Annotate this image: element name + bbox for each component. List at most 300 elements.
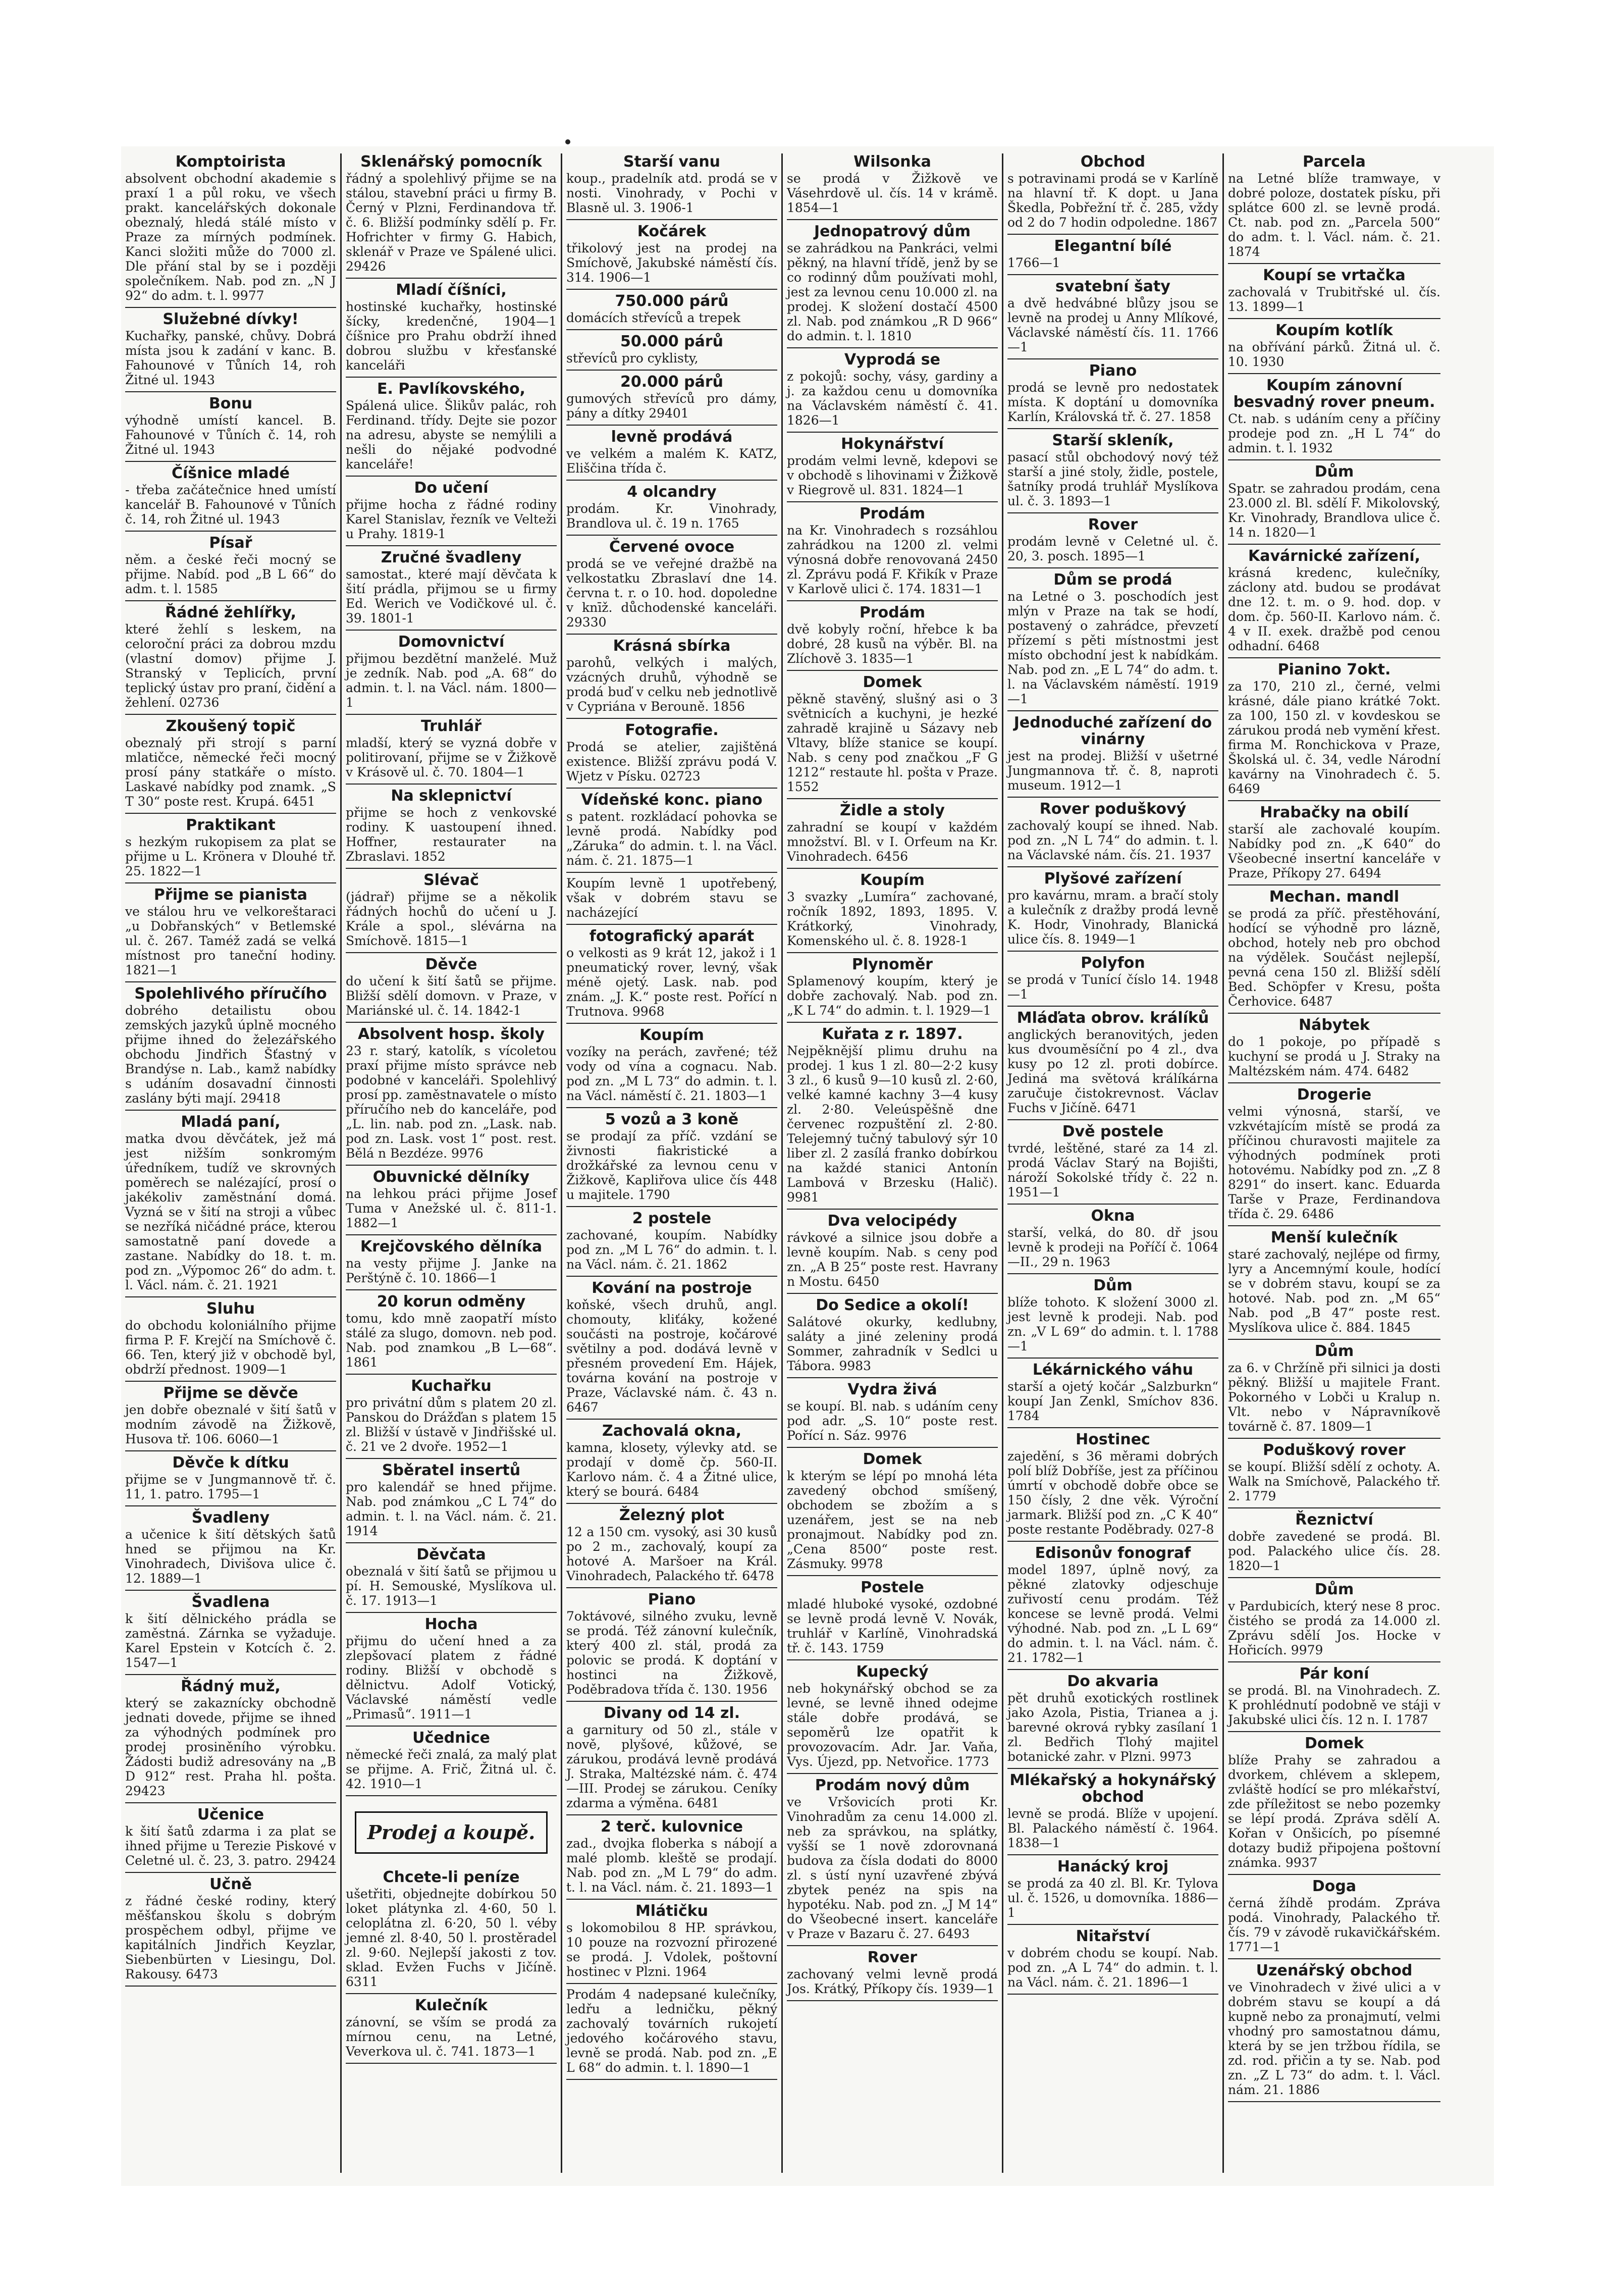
- ad-divider: [346, 868, 557, 869]
- ad-text: na Kr. Vinohradech s rozsáhlou zahrádkou na 1200 zl. velmi výnosná dobře renovovaná 2450 zl. Zprávu podá F. Křikík v Praze v Karlově ulici č. 174. 1831—1: [787, 523, 998, 596]
- classified-ad: [1007, 1673, 1218, 1764]
- ad-divider: [566, 1503, 777, 1504]
- ad-divider: [1007, 1669, 1218, 1670]
- ad-divider: [346, 630, 557, 631]
- ad-text: parohů, velkých i malých, vzácných druhů, výhodně se prodá buď v celku neb jednotlivě v Cypriána v Berouně. 1856: [566, 655, 777, 714]
- ad-divider: [125, 531, 336, 532]
- ad-heading: Kočárek: [637, 223, 707, 240]
- ad-text: Koupím levně 1 upotřebený, však v dobrém stavu se nacházející: [566, 876, 777, 920]
- ad-heading: Přijme se pianista: [153, 886, 308, 904]
- ad-heading: Židle a stoly: [840, 802, 945, 819]
- ad-heading: Divany od 14 zl.: [603, 1704, 740, 1722]
- ad-heading: Piano: [1089, 362, 1137, 380]
- classified-ad: [566, 374, 777, 421]
- classified-ad: [566, 722, 777, 784]
- classified-ad: [566, 876, 777, 920]
- ad-text: 3 svazky „Lumíra“ zachované, ročník 1892, 1893, 1895. V. Krátkorký, Vinohrady, Komenského ul. č. 8. 1928-1: [787, 890, 998, 948]
- ad-heading: Vyprodá se: [844, 351, 941, 369]
- classified-ad: [1007, 801, 1218, 862]
- ad-text: Ct. nab. s udáním ceny a příčiny prodeje pod zn. „H L 74“ do admin. t. l. 1932: [1228, 411, 1440, 455]
- ad-heading: Piano: [648, 1591, 696, 1608]
- ad-heading: E. Pavlíkovského,: [377, 380, 525, 398]
- ad-divider: [787, 347, 998, 348]
- ad-text: gumových střevíců pro dámy, pány a dítky 29401: [566, 391, 777, 421]
- ad-divider: [1228, 657, 1440, 658]
- ad-heading: Dva velocipédy: [827, 1212, 957, 1230]
- classified-ad: [1007, 153, 1218, 230]
- ad-divider: [1007, 358, 1218, 359]
- ad-divider: [346, 377, 557, 378]
- ad-heading: Obuvnické dělníky: [372, 1168, 530, 1186]
- ad-text: za 170, 210 zl., černé, velmi krásné, dále piano krátké 7okt. za 100, 150 zl. v kovdeskou se zárukou prodá neb vymění křest. firma M. Ronchickova v Praze, Školská ul. č. 34, vedle Národní kavárny na Vinohradech č. 5. 6469: [1228, 679, 1440, 796]
- ad-heading: Komptoirista: [175, 153, 286, 171]
- ad-text: se prodá za 40 zl. Bl. Kr. Tylova ul. č. 1526, u domovníka. 1886—1: [1007, 1876, 1218, 1920]
- ad-text: model 1897, úplně nový, za pěkné zlatovky odjeschuje zuřivostí cenu prodám. Též koncese se levně prodá. Velmi výhodné. Nab. pod zn. „L L 69“ do admin. t. l. na Václ. nám. č. 21. 1782—1: [1007, 1562, 1218, 1665]
- ad-divider: [1228, 263, 1440, 264]
- ad-text: střevíců pro cyklisty,: [566, 351, 699, 366]
- ad-heading: Učenice: [197, 1806, 264, 1823]
- ad-divider: [346, 1458, 557, 1459]
- classified-ad: [1228, 1665, 1440, 1727]
- ad-heading: Sběratel insertů: [382, 1462, 521, 1479]
- ad-heading: 4 olcandry: [627, 483, 717, 501]
- ad-heading: Nábytek: [1298, 1016, 1370, 1034]
- ad-text: starší ale zachovalé koupím. Nabídky pod zn. „K 640“ do Všeobecné insertní kanceláře v Praze, Příkopy 27. 6494: [1228, 822, 1440, 880]
- ad-text: prodá se ve veřejné dražbě na velkostatku Zbraslaví dne 14. června t. r. o 10. hod. dopoledne v knīž. důchodenské kanceláři. 29330: [566, 556, 777, 630]
- ad-heading: Kuchařku: [411, 1377, 492, 1395]
- ad-divider: [1228, 2101, 1440, 2102]
- ad-heading: Řeznictví: [1295, 1511, 1373, 1529]
- classified-ad: [787, 1026, 998, 1205]
- ad-divider: [566, 788, 777, 789]
- ad-text: (jádrař) přijme se a několik řádných hochů do učení u J. Krále a spol., slévárna na Smíchově. 1815—1: [346, 890, 557, 948]
- ad-heading: Polyfon: [1081, 954, 1145, 972]
- classified-ad: [787, 1579, 998, 1655]
- classified-ad: [1228, 804, 1440, 880]
- ad-divider: [566, 289, 777, 290]
- ad-text: staré zachovalý, nejlépe od firmy, lyry a Ancemnýmí koule, hodící se v dobrém stavu, koupí se za hotové. Nab. pod zn. „M 65“ Nab. pod „B 47“ poste rest. Myslíkova ulice č. 884. 1845: [1228, 1247, 1440, 1335]
- ad-heading: Hrabačky na obilí: [1260, 804, 1409, 821]
- ad-divider: [1228, 1507, 1440, 1508]
- ad-heading: 5 vozů a 3 koně: [605, 1111, 739, 1128]
- ad-text: zachovalý koupí se ihned. Nab. pod zn. „N L 74“ do admin. t. l. na Václavské nám. čís. 21. 1937: [1007, 818, 1218, 862]
- ad-heading: Prodám: [859, 505, 926, 523]
- classified-ad: [1007, 571, 1218, 706]
- classified-ad: [566, 1818, 777, 1895]
- ad-heading: Krejčovského dělníka: [360, 1238, 543, 1256]
- ad-heading: Písař: [209, 534, 252, 552]
- ad-heading: Spolehlivého příručího: [134, 985, 327, 1003]
- ad-divider: [566, 634, 777, 635]
- ad-text: Spatr. se zahradou prodám, cena 23.000 zl. Bl. sdělí F. Mikolovský, Kr. Vinohrady, Brandlova ulice č. 14 n. 1820—1: [1228, 481, 1440, 540]
- ad-divider: [787, 432, 998, 433]
- ad-text: na vesty přijme J. Janke na Perštýně č. 10. 1866—1: [346, 1256, 557, 1285]
- classified-ad: [346, 788, 557, 864]
- ad-heading: Fotografie.: [625, 721, 719, 739]
- ad-text: se zahrádkou na Pankráci, velmi pěkný, na hlavní třídě, jenž by se co rodinný dům používati mohl, jest za levnou cenu 10.000 zl. na prodej. K složení dostačí 4500 zl. Nab. pod známkou „R D 966“ do admin. t. l. 1810: [787, 241, 998, 343]
- classified-ad: [346, 381, 557, 472]
- ad-text: anglických beranovitých, jeden kus dvouměsíční po 4 zl., dva kusy po 12 zl. proti dobírce. Jediná ma světová králíkárna zaručuje čistokrevnost. Václav Fuchs v Jičíně. 6471: [1007, 1027, 1218, 1115]
- ad-text: se prodá v Žižkově ve Vásehrdově ul. čís. 14 v krámě. 1854—1: [787, 171, 998, 215]
- classified-ad: [125, 1509, 336, 1586]
- ad-divider: [566, 1023, 777, 1024]
- ad-divider: [566, 425, 777, 426]
- ad-heading: Vydra živá: [847, 1381, 937, 1398]
- ad-divider: [787, 1773, 998, 1774]
- ad-divider: [125, 1381, 336, 1382]
- ad-divider: [1007, 1924, 1218, 1925]
- classified-ad: [566, 1423, 777, 1499]
- classified-ad: [1007, 1123, 1218, 1199]
- ad-text: zajedění, s 36 měrami dobrých polí blíž Dobříše, jest za příčinou úmrtí v obchodě dobře obce se 150 čísly, 2 dne věk. Výroční jarmark. Bližší pod zn. „C K 40“ poste restante Poděbrady. 027-8: [1007, 1449, 1218, 1537]
- ad-divider: [346, 1542, 557, 1543]
- ad-divider: [346, 1022, 557, 1023]
- ad-text: pro kalendář se hned přijme. Nab. pod známkou „C L 74“ do admin. t. l. na Václ. nám. č. 21. 1914: [346, 1480, 557, 1538]
- ad-text: obeznalý při strojí s parní mlatičce, německé řeči mocný prosí pány statkáře o místo. Laskavé nabídky pod znamk. „S T 30“ poste rest. Krupá. 6451: [125, 736, 336, 809]
- ad-text: Salátové okurky, kedlubny, saláty a jiné zeleniny prodá Sommer, zahradník v Sedlci u Tábora. 9983: [787, 1315, 998, 1373]
- ad-text: na lehkou práci přijme Josef Tuma v Anežské ul. č. 811-1. 1882—1: [346, 1186, 557, 1230]
- ad-heading: Bonu: [208, 395, 253, 412]
- ad-text: které žehlí s leskem, na celoroční práci za dobrou mzdu (vlastní domov) přijme J. Stranský v Teplicích, první teplický ústav pro praní, čidění a žehlení. 02736: [125, 622, 336, 710]
- ad-divider: [1007, 1994, 1218, 1995]
- ad-text: pasací stůl obchodový nový též starší a jiné stoly, židle, postele, šatníky prodá truhlář Myslíkova ul. č. 3. 1893—1: [1007, 450, 1218, 508]
- classified-ad: [346, 1238, 557, 1285]
- ad-text: přijme se hoch z venkovské rodiny. K uastoupení ihned. Hoffner, restaurater na Zbraslavi. 1852: [346, 805, 557, 864]
- ad-text: prodám levně v Celetné ul. č. 20, 3. posch. 1895—1: [1007, 534, 1218, 563]
- ad-text: za 6. v Chržíně při silnici ja dosti pěkný. Bližší u majitele Frant. Pokorného v Lobči u Kralup n. Vlt. nebo v Nápravníkově továrně č. 87. 1809—1: [1228, 1361, 1440, 1434]
- ad-text: který se zakaznícky obchodně jednati dovede, přijme se ihned za výhodných podmínek pro prodej prosiněního výrobku. Žádosti budiž adresovány na „B D 912“ rest. Praha hl. pošta. 29423: [125, 1696, 336, 1798]
- ad-divider: [346, 1795, 557, 1796]
- classified-ad: [1007, 870, 1218, 947]
- ad-divider: [125, 307, 336, 308]
- classified-ad: [1007, 278, 1218, 354]
- ad-heading: Absolvent hosp. školy: [357, 1025, 545, 1043]
- ad-text: ve stálou hru ve velkoreštaraci „u Dobřanských“ v Betlemské ul. č. 267. Taméž zadá se velká místnost pro taneční hodiny. 1821—1: [125, 904, 336, 977]
- ad-divider: [1228, 1731, 1440, 1732]
- ad-heading: Truhlář: [421, 717, 481, 735]
- ad-text: a učenice k šití dětských šatů hned se přijmou na Kr. Vinohradech, Divišova ulice č. 12. 1889—1: [125, 1527, 336, 1586]
- classified-ad: [1228, 1735, 1440, 1870]
- ad-text: zahradní se koupí v každém množství. Bl. v I. Orfeum na Kr. Vinohradech. 6456: [787, 820, 998, 864]
- ad-text: prodá se levně pro nedostatek místa. K doptání u domovníka Karlín, Královská tř. č. 27. 1858: [1007, 380, 1218, 424]
- ad-heading: Řádný muž,: [181, 1678, 281, 1695]
- ad-text: starší a ojetý kočár „Salzburkn“ koupí Jan Zenkl, Smíchov 836. 1784: [1007, 1379, 1218, 1423]
- ad-text: zánovní, se vším se prodá za mírnou cenu, na Letné, Veverkova ul. č. 741. 1873—1: [346, 2015, 557, 2059]
- ad-heading: Nitařství: [1076, 1927, 1150, 1945]
- ad-text: pět druhů exotických rostlinek jako Azola, Pistia, Trianea a j. barevné okrová rybky zasílaní 1 zl. Bedřich Tlohý majitel botanické zahr. v Plzni. 9973: [1007, 1691, 1218, 1764]
- classified-ad: [125, 535, 336, 596]
- ad-text: matka dvou děvčátek, jež má jest nižším sonkromým úředníkem, tudíž ve skrovných poměrech se nalézající, prosí o jakékoliv zaměstnání domá. Vyzná se v šití na stroji a vůbec se nezříká ničádné práce, kterou samostatně paní dovede a zastane. Nabídky do 18. t. m. pod zn. „Výpomoc 26“ do adm. t. l. Václ. nám. č. 21. 1921: [125, 1131, 336, 1292]
- classified-ad: [125, 886, 336, 977]
- ad-text: obeznalá v šití šatů se přijmou u pí. H. Semouské, Myslíkova ul. č. 17. 1913—1: [346, 1564, 557, 1608]
- ad-heading: Koupím zánovní besvadný rover pneum.: [1233, 377, 1435, 411]
- classified-ad: [125, 1454, 336, 1501]
- ad-heading: Drogerie: [1297, 1086, 1372, 1104]
- ad-divider: [787, 1659, 998, 1660]
- ad-heading: Pianino 7okt.: [1277, 661, 1391, 679]
- classified-ad: [125, 604, 336, 710]
- ad-heading: Rover: [867, 1949, 918, 1966]
- ad-text: výhodně umístí kancel. B. Fahounové v Tůních č. 14, roh Žitné ul. 1943: [125, 413, 336, 457]
- classified-ad: [566, 1507, 777, 1583]
- ad-heading: Mechan. mandl: [1269, 888, 1400, 906]
- ad-divider: [1007, 1358, 1218, 1359]
- ad-heading: Obchod: [1080, 153, 1146, 171]
- ad-text: do 1 pokoje, po případě s kuchyní se prodá u J. Straky na Maltézském nám. 474. 6482: [1228, 1034, 1440, 1078]
- ad-text: se prodá za příč. přestěhování, hodící se výhodně pro lázně, obchod, hotely neb pro obchod na výdělek. Součást nejlepší, pevná cena 150 zl. Bližší sdělí Bed. Schöpfer v Kresu, pošta Čerhovice. 6487: [1228, 906, 1440, 1009]
- classified-ad: [346, 718, 557, 779]
- ad-heading: Koupím: [860, 871, 925, 889]
- ad-divider: [1007, 1768, 1218, 1769]
- ad-heading: Železný plot: [619, 1506, 725, 1524]
- ad-heading: Přijme se děvče: [163, 1384, 298, 1402]
- classified-ad: [1228, 153, 1440, 259]
- ad-text: něm. a české řeči mocný se přijme. Nabíd. pod „B L 66“ do adm. t. l. 1585: [125, 552, 336, 596]
- column-6: [1224, 153, 1444, 2173]
- ad-divider: [787, 600, 998, 601]
- ad-heading: Lékárnického váhu: [1032, 1361, 1194, 1379]
- ad-text: blíže Prahy se zahradou a dvorkem, chlévem a sklepem, zvláště hodící se pro mlékařství, zde příležitost se nebo pozemky se lépí prodá. Zpráva sdělí A. Kořan v Onšicích, po písemné dotazy budiž připojena poštovní známka. 9937: [1228, 1753, 1440, 1870]
- ad-text: přijmou bezdětní manželé. Muž je zedník. Nab. pod „A. 68“ do admin. t. l. na Václ. nám. 1800—1: [346, 651, 557, 710]
- ad-heading: Dům se prodá: [1053, 571, 1172, 589]
- classified-ad: [787, 153, 998, 215]
- ad-divider: [1007, 710, 1218, 711]
- ad-text: dobře zavedené se prodá. Bl. pod. Palackého ulice čís. 28. 1820—1: [1228, 1529, 1440, 1573]
- classified-ad: [787, 1451, 998, 1571]
- ad-heading: 2 postele: [632, 1210, 712, 1227]
- ad-heading: fotografický aparát: [589, 927, 755, 945]
- ad-heading: Parcela: [1303, 153, 1366, 171]
- ad-heading: Dům: [1314, 1581, 1354, 1598]
- classified-ad: [346, 1462, 557, 1538]
- ad-text: 12 a 150 cm. vysoký, asi 30 kusů po 2 m., zachovalý, koupí za hotové A. Maršoer na Král. Vinohradech, Palackého tř. 6478: [566, 1525, 777, 1583]
- ad-text: dobrého detailistu obou zemských jazyků úplně mocného přijme ihned do železářského obchodu Jindřich Šťastný v Brandýse n. Lab., kamž nabídky s udáním dosavadní činnosti zaslány býti mají. 29418: [125, 1003, 336, 1106]
- classified-ad: [566, 1591, 777, 1697]
- classified-ad: [346, 480, 557, 541]
- ad-text: se prodá v Tunící číslo 14. 1948—1: [1007, 972, 1218, 1002]
- ad-heading: Služebné dívky!: [163, 310, 299, 328]
- ad-text: kamna, klosety, výlevky atd. se prodají v domě čp. 560-II. Karlovo nám. č. 4 a Žitné ulice, který se bourá. 6484: [566, 1440, 777, 1499]
- classified-ad: [566, 223, 777, 285]
- ad-divider: [1228, 318, 1440, 319]
- classified-ad: [1228, 548, 1440, 653]
- ad-heading: Hocha: [424, 1615, 478, 1633]
- ad-divider: [346, 952, 557, 953]
- ad-heading: Kavárnické zařízení,: [1248, 547, 1421, 565]
- ad-text: levně se prodá. Blíže v upojení. Bl. Palackého náměstí č. 1964. 1838—1: [1007, 1806, 1218, 1850]
- ad-text: a garnitury od 50 zl., stále v nově, plyšové, kůžové, se zárukou, prodává levně prodává J. Straka, Maltézské nám. č. 474—III. Prodej se zárukou. Ceníky zdarma a výměna. 6481: [566, 1723, 777, 1810]
- ad-divider: [1228, 373, 1440, 374]
- ad-text: ušetřiti, objednejte dobírkou 50 loket plátynka zl. 4·60, 50 l. celoplátna zl. 6·20, 50 l. véby jemné zl. 8·40, 50 l. prostěradel zl. 9·60. Nejlepší jakosti z tov. sklad. Evžen Fuchs v Jičíně. 6311: [346, 1887, 557, 1989]
- ad-text: se koupí. Bl. nab. s udáním ceny pod adr. „S. 10“ poste rest. Pořící n. Sáz. 9976: [787, 1399, 998, 1443]
- ad-divider: [787, 1447, 998, 1448]
- ad-text: 1766—1: [1007, 255, 1060, 270]
- classified-ad: [566, 429, 777, 476]
- ad-heading: Mlátičku: [635, 1902, 709, 1920]
- ad-divider: [1007, 512, 1218, 513]
- ad-heading: Do Sedice a okolí!: [816, 1296, 969, 1314]
- ad-text: samostat., které mají děvčata k šití prádla, přijmou se u firmy Ed. Werich ve Vodičkové ul. č. 39. 1801-1: [346, 567, 557, 625]
- classified-ad: [1007, 1928, 1218, 1990]
- classified-ad: [125, 153, 336, 303]
- classified-ad: [1228, 463, 1440, 540]
- ad-heading: Krásná sbírka: [613, 637, 731, 655]
- ad-text: jen dobře obeznalé v šití šatů v modním závodě na Žižkově, Husova tř. 106. 6060—1: [125, 1402, 336, 1446]
- ad-divider: [1007, 234, 1218, 235]
- ad-text: do učení k šití šatů se přijme. Bližší sdělí domovn. v Praze, v Mariánské ul. č. 14. 1842-1: [346, 974, 557, 1018]
- ad-divider: [1228, 544, 1440, 545]
- ad-divider: [125, 813, 336, 814]
- ad-heading: Zachovalá okna,: [602, 1422, 742, 1440]
- ad-divider: [1228, 1577, 1440, 1578]
- ad-divider: [1228, 800, 1440, 801]
- ad-divider: [346, 1234, 557, 1235]
- ad-heading: 20.000 párů: [620, 373, 724, 391]
- ad-heading: Děvčata: [416, 1546, 486, 1563]
- classified-ad: [125, 1678, 336, 1798]
- ad-divider: [566, 1419, 777, 1420]
- ad-divider: [566, 1107, 777, 1108]
- ad-text: domácích střevíců a trepek: [566, 310, 741, 325]
- ad-divider: [125, 1872, 336, 1873]
- ad-heading: Domek: [863, 1450, 922, 1468]
- ad-divider: [1007, 797, 1218, 798]
- ad-text: prodám. Kr. Vinohrady, Brandlova ul. č. 19 n. 1765: [566, 501, 777, 531]
- classified-ad: [1228, 889, 1440, 1009]
- ad-heading: Zručné švadleny: [381, 549, 522, 566]
- classified-ad: [1228, 322, 1440, 369]
- ad-divider: [787, 952, 998, 953]
- ad-heading: Hostinec: [1076, 1431, 1150, 1448]
- ad-text: s potravinami prodá se v Karlíně na hlavní tř. K dopt. u Jana Škedla, Pobřežní tř. č. 285, vždy od 2 do 7 hodin odpoledne. 1867: [1007, 171, 1218, 230]
- classified-ad: [1228, 1962, 1440, 2097]
- ad-heading: Dvě postele: [1062, 1123, 1164, 1140]
- ad-heading: Sluhu: [206, 1300, 255, 1318]
- ad-divider: [787, 1945, 998, 1946]
- ad-heading: Praktikant: [186, 816, 276, 834]
- ad-text: - třeba začátečnice hned umístí kancelář B. Fahounové v Tůních č. 14, roh Žitné ul. 1943: [125, 483, 336, 527]
- ad-divider: [1228, 1339, 1440, 1340]
- ad-heading: Do učení: [414, 479, 489, 497]
- ad-divider: [787, 798, 998, 799]
- ad-heading: Plyšové zařízení: [1044, 870, 1182, 888]
- classified-ad: [1228, 1229, 1440, 1335]
- ad-divider: [346, 2063, 557, 2064]
- ad-heading: Řádné žehlířky,: [165, 604, 297, 621]
- ad-divider: [1228, 1661, 1440, 1662]
- classified-ad: [1228, 1511, 1440, 1573]
- ad-text: se koupí. Bližší sdělí z ochoty. A. Walk na Smíchově, Palackého tř. 2. 1779: [1228, 1459, 1440, 1503]
- ad-heading: Koupím kotlík: [1275, 322, 1393, 339]
- ad-heading: Číšnice mladé: [172, 464, 290, 482]
- classified-ad: [1228, 1017, 1440, 1078]
- ad-divider: [125, 461, 336, 462]
- ad-heading: 20 korun odměny: [377, 1293, 526, 1311]
- ad-heading: Kupecký: [856, 1663, 929, 1681]
- ad-heading: Pár koní: [1299, 1665, 1369, 1683]
- ad-divider: [1228, 1874, 1440, 1875]
- ad-divider: [125, 1450, 336, 1451]
- ad-text: neb hokynářský obchod se za levné, se levně ihned odejme stále dobře prodává, se sepoměrů lze opatřit k provozovacím. Adr. Jar. Vaňa, Vys. Újezd, pp. Netvořice. 1773: [787, 1681, 998, 1769]
- ad-text: pro privátní dům s platem 20 zl. Panskou do Drážďan s platem 15 zl. Bližší v ústavě v Jindřišské ul. č. 21 ve 2 dvoře. 1952—1: [346, 1395, 557, 1454]
- ad-divider: [346, 784, 557, 785]
- ad-divider: [566, 1206, 777, 1207]
- ad-divider: [1007, 1854, 1218, 1855]
- ad-heading: Edisonův fonograf: [1035, 1544, 1191, 1562]
- classified-ad: [566, 1027, 777, 1103]
- classified-ad: [346, 1546, 557, 1608]
- ad-heading: Sklenářský pomocník: [360, 153, 542, 171]
- ad-text: Kuchařky, panské, chůvy. Dobrá místa jsou k zadání v kanc. B. Fahounové v Tůních 14, roh Žitné ul. 1943: [125, 329, 336, 387]
- classified-ad: [125, 1594, 336, 1670]
- ad-divider: [566, 2079, 777, 2080]
- ad-divider: [125, 1296, 336, 1297]
- ad-divider: [566, 535, 777, 536]
- ad-divider: [1007, 1541, 1218, 1542]
- classified-ad: [1228, 1343, 1440, 1434]
- ad-heading: Dům: [1314, 1342, 1354, 1360]
- ad-text: v Pardubicích, který nese 8 proc. čistého se prodá za 14.000 zl. Zprávu sdělí Jos. Hocke v Hořicích. 9979: [1228, 1599, 1440, 1657]
- ad-divider: [1228, 1013, 1440, 1014]
- ad-text: na Letné o 3. poschodích jest mlýn v Praze na tak se hodí, postavený o zahrádce, převzetí přízemí s pěti místnostmi jest místo obchodní jest k nabídkám. Nab. pod zn. „E L 74“ do adm. t. l. na Václavském náměstí. 1919—1: [1007, 589, 1218, 706]
- ad-heading: Plynoměr: [851, 956, 933, 973]
- ad-text: k šití dělnického prádla se zaměstná. Zárnka se vyžaduje. Karel Epstein v Kotcích č. 2. 1547—1: [125, 1611, 336, 1670]
- ad-text: Nejpěknější plimu druhu na prodej. 1 kus 1 zl. 80—2·2 kusy 3 zl., 6 kusů 9—10 kusů zl. 2·60, velké kamné kachny 3—4 kusy zl. 2·80. Veleúspěšně dne červenec rozpuštění zl. 2·80. Telejemný tučný tabulový sýr 10 liber zl. 2 zasílá franko dobírkou na každé stanici Antonín Lambová v Brzesku (Halič). 9981: [787, 1043, 998, 1205]
- ad-heading: Zkoušený topič: [166, 717, 296, 735]
- classified-ad: [1228, 1581, 1440, 1657]
- column-1: [121, 153, 342, 2173]
- ad-heading: Elegantní bílé: [1054, 237, 1172, 255]
- classified-ad: [1007, 362, 1218, 424]
- classified-ad: [1007, 432, 1218, 508]
- ad-text: prodám velmi levně, kdepovi se v obchodě s lihovinami v Žižkově v Riegrově ul. 831. 1824—1: [787, 453, 998, 497]
- ad-text: tvrdé, leštěné, staré za 14 zl. prodá Václav Starý na Bojišti, nároží Sokolské třídy č. 22 n. 1951—1: [1007, 1141, 1218, 1199]
- ad-text: do obchodu koloniálního přijme firma P. F. Krejčí na Smíchově č. 66. Ten, který již v obchodě byl, obdrží přednost. 1909—1: [125, 1318, 336, 1377]
- ad-text: rávkové a silnice jsou dobře a levně koupím. Nab. s ceny pod zn. „A B 25“ poste rest. Havrany n Mostu. 6450: [787, 1230, 998, 1289]
- ad-divider: [125, 391, 336, 392]
- ad-divider: [787, 1293, 998, 1294]
- page-mark: [565, 139, 570, 144]
- ad-heading: Dům: [1314, 463, 1354, 481]
- ad-heading: Slévač: [423, 871, 479, 889]
- ad-heading: Hokynářství: [841, 435, 944, 453]
- ad-divider: [346, 1374, 557, 1375]
- classified-ad: [125, 395, 336, 457]
- ad-heading: Domek: [863, 673, 922, 691]
- classified-ad: [787, 351, 998, 428]
- ad-text: v dobrém chodu se koupí. Nab. pod zn. „A L 74“ do admin. t. l. na Václ. nám. č. 21. 1896—1: [1007, 1946, 1218, 1990]
- ad-text: mladší, který se vyzná dobře v politirovaní, přijme se v Žižkově v Krásově ul. č. 70. 1804—1: [346, 736, 557, 779]
- classified-ad: [566, 1987, 777, 2075]
- ad-text: Splamenový koupím, který je dobře zachovalý. Nab. pod zn. „K L 74“ do admin. t. l. 1929—1: [787, 974, 998, 1018]
- ad-text: zad., dvojka floberka s nábojí a malé plomb. kleště se prodají. Nab. pod zn. „M L 79“ do adm. t. l. na Václ. nám. č. 21. 1893—1: [566, 1836, 777, 1895]
- classified-ad: [787, 436, 998, 497]
- ad-text: Prodá se atelier, zajištěná existence. Bližší zprávu podá V. Wjetz v Písku. 02723: [566, 740, 777, 784]
- ad-divider: [1228, 1082, 1440, 1083]
- classified-ad: [346, 1378, 557, 1454]
- classified-ad: [125, 1114, 336, 1292]
- classified-ad: [566, 1210, 777, 1272]
- classified-ad: [346, 872, 557, 948]
- ad-text: zachovaný velmi levně prodá Jos. Krátký, Příkopy čís. 1939—1: [787, 1967, 998, 1996]
- ad-text: 7oktávové, silného zvuku, levně se prodá. Též zánovní kulečník, který 400 zl. stál, prodá za polovic se prodá. K doptání v hostinci na Žižkově, Poděbradova třída č. 130. 1956: [566, 1609, 777, 1697]
- ad-divider: [787, 1022, 998, 1023]
- ad-text: řádný a spolehlivý přijme se na stálou, stavební práci u firmy B. Černý v Plzni, Ferdinandova tř. č. 6. Bližší podmínky sdělí p. Fr. Hofrichter v firmy G. Habich, sklenář v Praze ve Spálené ulici. 29426: [346, 171, 557, 274]
- ad-divider: [787, 1575, 998, 1576]
- newspaper-page: [121, 146, 1494, 2186]
- column-5: [1003, 153, 1224, 2173]
- classified-ad: [566, 1705, 777, 1810]
